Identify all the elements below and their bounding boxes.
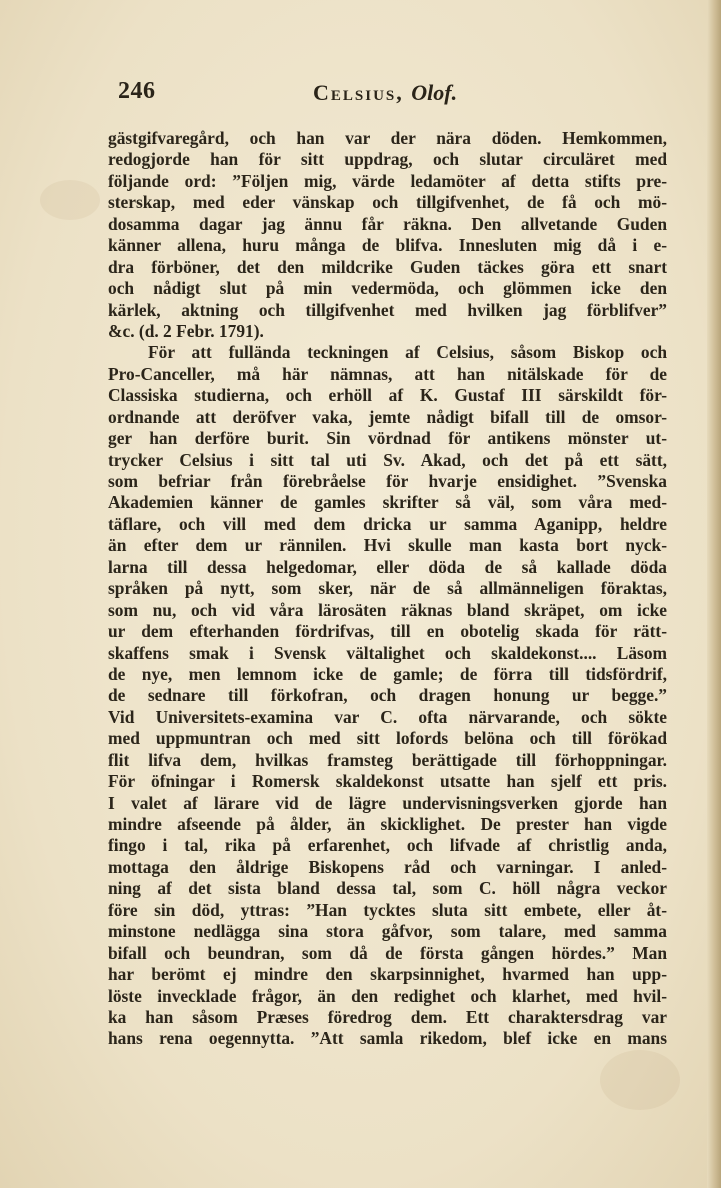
text-line: löste invecklade frågor, än den redighet och klarhet, med hvil- [108, 985, 667, 1006]
text-line: har berömt ej mindre den skarpsinnighet, hvarmed han upp- [108, 964, 667, 985]
page-edge [707, 0, 721, 1188]
text-line: minstone nedlägga sina stora gåfvor, som talare, med samma [108, 921, 667, 942]
text-line: För öfningar i Romersk skaldekonst utsatte han sjelf ett pris. [108, 771, 667, 792]
text-line: dosamma dagar jag ännu får räkna. Den allvetande Guden [108, 213, 667, 234]
text-line: ordnande att deröfver vaka, jemte nådigt bifall till de omsor- [108, 406, 667, 427]
text-line: ger han derföre burit. Sin vördnad för antikens mönster ut- [108, 428, 667, 449]
text-line: I valet af lärare vid de lägre undervisningsverken gjorde han [108, 792, 667, 813]
running-head [313, 80, 457, 106]
text-line: Akademien känner de gamles skrifter så väl, som våra med- [108, 492, 667, 513]
text-line: gästgifvaregård, och han var der nära döden. Hemkommen, [108, 128, 667, 148]
page-number: 246 [118, 78, 156, 104]
text-line: de sednare till förkofran, och dragen honung ur begge.” [108, 685, 667, 706]
text-line: med uppmuntran och med sitt lofords belöna och till förökad [108, 728, 667, 749]
text-line: bifall och beundran, som då de första gången hördes.” Man [108, 942, 667, 963]
running-head-surname: Celsius, [313, 80, 404, 105]
text-line: följande ord: ”Följen mig, värde ledamöter af detta stifts pre- [108, 170, 667, 191]
text-line: sterskap, med eder vänskap och tillgifvenhet, de få och mö- [108, 192, 667, 213]
text-line: språken på nytt, som sker, när de så allmänneligen föraktas, [108, 578, 667, 599]
text-line: före sin död, yttras: ”Han tycktes sluta sitt embete, eller åt- [108, 899, 667, 920]
text-line: ka han såsom Præses föredrog dem. Ett charaktersdrag var [108, 1006, 667, 1027]
text-line: mindre afseende på ålder, än skicklighet. De prester han vigde [108, 814, 667, 834]
text-line: än efter dem ur rännilen. Hvi skulle man kasta bort nyck- [108, 535, 667, 556]
text-line: som nu, och vid våra lärosäten räknas bland skräpet, om icke [108, 599, 667, 620]
text-line: larna till dessa helgedomar, eller döda de så kallade döda [108, 556, 667, 577]
text-line: de nye, men lemnom icke de gamle; de förra till tidsfördrif, [108, 663, 667, 684]
text-line: Classiska studierna, och erhöll af K. Gustaf III särskildt för- [108, 385, 667, 406]
running-head-given-name: Olof. [411, 80, 458, 105]
text-line: Vid Universitets-examina var C. ofta närvarande, och sökte [108, 706, 667, 727]
text-line: redogjorde han för sitt uppdrag, och slutar circuläret med [108, 149, 667, 170]
page-header [118, 74, 638, 114]
text-line: trycker Celsius i sitt tal uti Sv. Akad, och det på ett sätt, [108, 449, 667, 470]
text-line: ur dem efterhanden fördrifvas, till en obotelig skada för rätt- [108, 621, 667, 642]
text-line: kärlek, aktning och tillgifvenhet med hvilken jag förblifver” [108, 299, 667, 320]
text-line: som befriar från förebråelse för hvarje ensidighet. ”Svenska [108, 471, 667, 491]
text-line: Pro-Canceller, må här nämnas, att han nitälskade för de [108, 363, 667, 384]
text-line: mottaga den åldrige Biskopens råd och varningar. I anled- [108, 856, 667, 877]
text-line: dra förböner, det den mildcrike Guden täckes göra ett snart [108, 256, 667, 277]
paper-stain [40, 180, 100, 220]
text-line: fingo i tal, rika på erfarenhet, och lifvade af christlig anda, [108, 835, 667, 856]
text-line: och nådigt slut på min vedermöda, och glömmen icke den [108, 278, 667, 299]
text-line: täflare, och vill med dem dricka ur samma Aganipp, heldre [108, 513, 667, 534]
text-line: För att fulländа teckningen af Celsius, såsom Biskop och [148, 342, 667, 363]
text-line: &c. (d. 2 Febr. 1791). [108, 320, 264, 341]
text-line: hans rena oegennytta. ”Att samla rikedom, blef icke en mans [108, 1028, 667, 1049]
body-text [108, 128, 667, 1050]
text-line: skaffens smak i Svensk vältalighet och skaldekonst.... Läsom [108, 642, 667, 663]
text-line: ning af det sista bland dessa tal, som C. höll några veckor [108, 878, 667, 899]
text-line: flit lifva dem, hvilkas framsteg berättigade till förhoppningar. [108, 749, 667, 770]
text-line: känner allena, huru många de blifva. Innesluten mig då i e- [108, 235, 667, 256]
paper-stain [600, 1050, 680, 1110]
